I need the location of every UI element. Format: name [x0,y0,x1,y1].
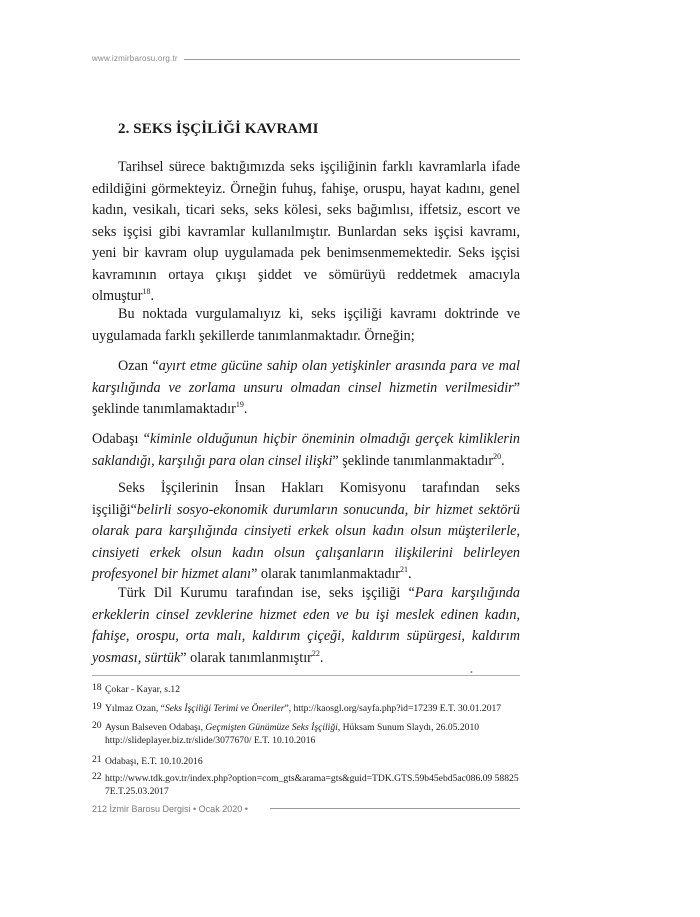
separator-dot: • [470,668,473,677]
footnote-ref[interactable]: 21 [400,565,408,574]
header-url: www.izmirbarosu.org.tr [92,54,178,63]
footnote-22: 22 http://www.tdk.gov.tr/index.php?option=com_gts&arama=gts&guid=TDK.GTS.59b45ebd5ac086.09 588257E.T.25.03.2017 [92,771,519,797]
section-title: 2. SEKS İŞÇİLİĞİ KAVRAMI [118,121,319,137]
paragraph-4: Odabaşı “kiminle olduğunun hiçbir öneminin olmadığı gerçek kimliklerin saklandığı, karşılığı para olan cinsel ilişki” şeklinde tanımlanmaktadır$^{20}$. [92,431,520,469]
footnote-ref[interactable]: 19 [235,400,244,409]
footnote-20: 20 Aysun Balseven Odabaşı, Geçmişten Günümüze Seks İşçiliği, Hüksam Sunum Slaydı, 26.05.2010 http://slideplayer.biz.tr/slide/3077670/ E.T. 10.10.2016 [92,720,480,746]
page-footer: 212 İzmir Barosu Dergisi • Ocak 2020 • [92,804,248,814]
footnote-separator [92,675,520,676]
footnote-19: 19 Yılmaz Ozan, “Seks İşçiliği Terimi ve Öneriler”, http://kaosgl.org/sayfa.php?id=17239 E.T. 30.01.2017 [92,701,502,714]
footer-rule [270,808,520,809]
quote: ayırt etme gücüne sahip olan yetişkinler arasında para ve mal karşılığında ve zorlama unsuru olmadan cinsel hizmetin verilmesidir [92,358,520,396]
footnote-ref[interactable]: 22 [311,648,320,658]
quote: kiminle olduğunun hiçbir öneminin olmadığı gerçek kimliklerin saklandığı, karşılığı para olan cinsel ilişki [92,431,520,469]
header-rule [184,59,520,60]
paragraph-5: Seks İşçilerinin İnsan Hakları Komisyonu tarafından seks işçiliği“belirli sosyo-ekonomik durumların sonucunda, bir hizmet sektörü olarak para karşılığında cinsiyeti erkek olsun kadın olsun müşterilerle, cinsiyeti erkek olsun kadın olsun çalışanların ilişkilerini belirleyen profesyonel bir hizmet alanı” olarak tanımlanmaktadır$^{21}$. [92,480,520,582]
paragraph-6: Türk Dil Kurumu tarafından ise, seks işçiliği “Para karşılığında erkeklerin cinsel zevklerine hizmet eden ve bu işi meslek edinen kadın, fahişe, orospu, orta malı, kaldırım çiçeği, kaldırım süpürgesi, kaldırım yosması, sürtük” olarak tanımlanmıştır$^{22}$. [92,585,520,666]
footnote-ref[interactable]: 18 [142,287,151,296]
quote: belirli sosyo-ekonomik durumların sonucunda, bir hizmet sektörü olarak para karşılığında cinsiyeti erkek olsun kadın olsun müşterilerle, cinsiyeti erkek olsun kadın olsun çalışanların ilişkilerini belirleyen profesyonel bir hizmet alanı [92,501,520,582]
footnote-18: 18 Çokar - Kayar, s.12 [92,682,181,695]
paragraph-2: Bu noktada vurgulamalıyız ki, seks işçiliği kavramı doktrinde ve uygulamada farklı şekillerde tanımlanmaktadır. Örneğin; [92,306,520,344]
quote: Para karşılığında erkeklerin cinsel zevklerine hizmet eden ve bu işi meslek edinen kadın, fahişe, orospu, orta malı, kaldırım çiçeği, kaldırım süpürgesi, kaldırım yosması, sürtük [92,585,520,666]
paragraph-1: Tarihsel sürece baktığımızda seks işçiliğinin farklı kavramlarla ifade edildiğini görmekteyiz. Örneğin fuhuş, fahişe, oruspu, hayat kadını, genel kadın, vesikalı, ticari seks, seks kölesi, seks bağımlısı, iffetsiz, escort ve seks işçisi gibi kavramlar kullanılmıştır. Bunlardan seks işçisi kavramı, yeni bir kavram olup uygulamada pek benimsenmemektedir. Seks işçisi kavramının ortaya çıkışı şiddet ve sömürüyü reddetmek amacıyla olmuştur$^{18}$. [92,159,520,304]
footnote-ref[interactable]: 20 [493,451,502,461]
paragraph-3: Ozan “ayırt etme gücüne sahip olan yetişkinler arasında para ve mal karşılığında ve zorlama unsuru olmadan cinsel hizmetin verilmesidir” şeklinde tanımlamaktadır$^{19}$. [92,358,520,417]
footnote-21: 21 Odabaşı, E.T. 10.10.2016 [92,754,203,767]
